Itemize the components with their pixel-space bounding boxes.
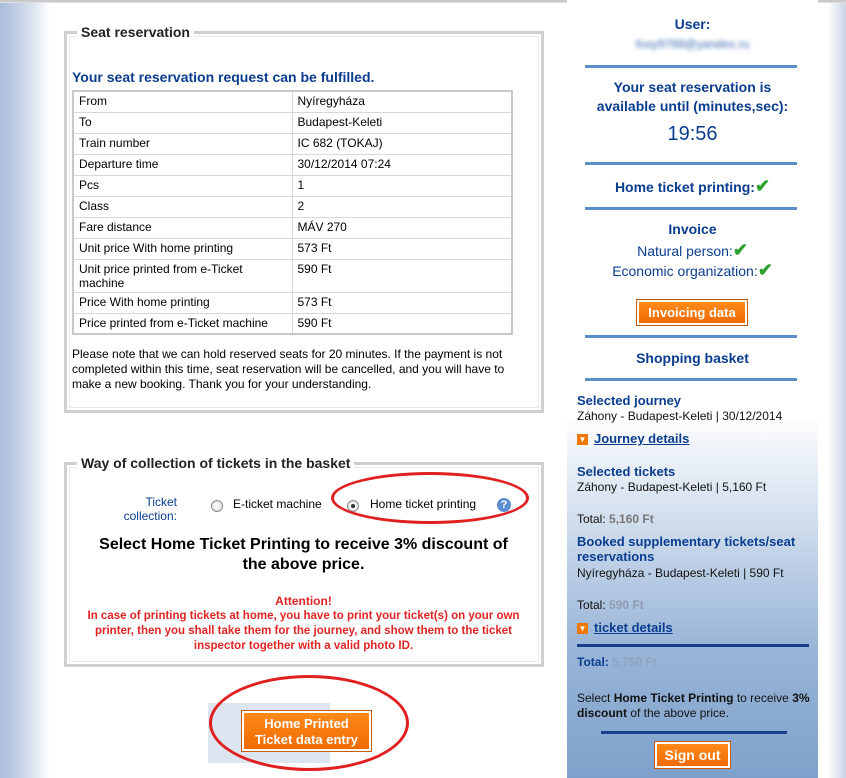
row-label: To <box>73 112 292 133</box>
attention-title: Attention! <box>275 594 332 608</box>
invoice-title: Invoice <box>668 221 717 237</box>
table-row <box>73 196 512 217</box>
row-value: MÁV 270 <box>292 217 512 238</box>
journey-details-link[interactable]: ▼ Journey details <box>578 431 690 446</box>
row-value: 573 Ft <box>292 238 512 259</box>
countdown-timer: 19:56 <box>667 123 718 145</box>
table-row <box>73 112 512 133</box>
natural-person-row: Natural person:✔ <box>637 240 748 260</box>
economic-org-row: Economic organization:✔ <box>612 260 773 280</box>
table-row <box>73 313 512 334</box>
row-value: Nyíregyháza <box>292 91 512 112</box>
row-value: 30/12/2014 07:24 <box>292 154 512 175</box>
home-printing-label[interactable]: Home ticket printing <box>370 497 477 511</box>
chevron-down-icon: ▼ <box>578 435 587 445</box>
seat-reservation-fieldset <box>64 24 544 413</box>
row-value: 590 Ft <box>292 259 512 292</box>
home-printing-status: Home ticket printing:✔ <box>614 176 771 196</box>
row-label: Pcs <box>73 175 292 196</box>
row-label: Unit price printed from e-Ticket machine <box>73 259 292 292</box>
attention-text: In case of printing tickets at home, you have to print your ticket(s) on your own printer, then you shall take them for the journey, and show them to the ticket inspector together with a valid photo ID. <box>87 610 520 652</box>
tickets-total: Total: 5,160 Ft <box>577 512 654 526</box>
grand-total: Total: 5,750 Ft <box>577 655 657 669</box>
sidebar <box>567 0 818 778</box>
discount-message: Select Home Ticket Printing to receive 3% discount of the above price. <box>99 536 508 573</box>
reservation-details-table <box>72 90 513 335</box>
collection-legend: Way of collection of tickets in the basket <box>77 455 354 471</box>
row-label: Price printed from e-Ticket machine <box>73 313 292 334</box>
e-ticket-machine-label[interactable]: E-ticket machine <box>233 497 322 511</box>
row-value: Budapest-Keleti <box>292 112 512 133</box>
success-message: Your seat reservation request can be fulfilled. <box>72 69 375 85</box>
user-label: User: <box>674 16 711 32</box>
e-ticket-machine-radio[interactable] <box>211 500 223 512</box>
row-label: Price With home printing <box>73 292 292 313</box>
promo-text: Select Home Ticket Printing to receive 3% discount of the above price. <box>577 691 810 720</box>
table-row <box>73 175 512 196</box>
table-row <box>73 238 512 259</box>
row-label: Fare distance <box>73 217 292 238</box>
sign-out-button[interactable]: Sign out <box>655 742 730 768</box>
row-value: 590 Ft <box>292 313 512 334</box>
row-value: 573 Ft <box>292 292 512 313</box>
reservation-note: Please note that we can hold reserved seats for 20 minutes. If the payment is not completed within this time, seat reservation will be cancelled, and you will have to make a new booking. Thank you for your understanding. <box>72 347 505 391</box>
seat-reservation-legend: Seat reservation <box>77 24 194 40</box>
table-row <box>73 217 512 238</box>
row-label: From <box>73 91 292 112</box>
row-label: Class <box>73 196 292 217</box>
selected-journey: Záhony - Budapest-Keleti | 30/12/2014 <box>577 409 783 423</box>
selected-tickets-heading: Selected tickets <box>577 464 676 479</box>
table-row <box>73 292 512 313</box>
availability-text: Your seat reservation is available until (minutes,sec): <box>596 79 789 114</box>
table-row <box>73 133 512 154</box>
row-label: Departure time <box>73 154 292 175</box>
row-value: IC 682 (TOKAJ) <box>292 133 512 154</box>
basket-title: Shopping basket <box>636 350 749 366</box>
supplementary-total: Total: 590 Ft <box>577 598 644 612</box>
table-row <box>73 154 512 175</box>
check-icon: ✔ <box>732 240 748 260</box>
table-row <box>73 259 512 292</box>
ticket-collection-label: Ticket collection: <box>123 495 177 523</box>
user-email: foxy9788@yandex.ru <box>635 37 750 51</box>
row-label: Train number <box>73 133 292 154</box>
chevron-down-icon: ▼ <box>578 624 587 634</box>
check-icon: ✔ <box>754 176 771 196</box>
home-printed-ticket-button[interactable]: Home Printed Ticket data entry <box>242 711 371 751</box>
highlight-oval-home-printing <box>331 472 529 524</box>
invoicing-data-button[interactable]: Invoicing data <box>637 300 747 325</box>
supplementary-heading: Booked supplementary tickets/seat reservations <box>577 534 796 564</box>
selected-tickets: Záhony - Budapest-Keleti | 5,160 Ft <box>577 480 767 494</box>
supplementary-item: Nyíregyháza - Budapest-Keleti | 590 Ft <box>577 566 784 580</box>
shopping-basket <box>567 384 818 778</box>
row-value: 1 <box>292 175 512 196</box>
table-row <box>73 91 512 112</box>
check-icon: ✔ <box>757 260 773 280</box>
ticket-details-link[interactable]: ▼ ticket details <box>578 620 673 635</box>
selected-journey-heading: Selected journey <box>577 393 682 408</box>
highlight-oval-home-button <box>209 675 409 771</box>
row-label: Unit price With home printing <box>73 238 292 259</box>
row-value: 2 <box>292 196 512 217</box>
help-icon[interactable]: ? <box>497 498 511 512</box>
